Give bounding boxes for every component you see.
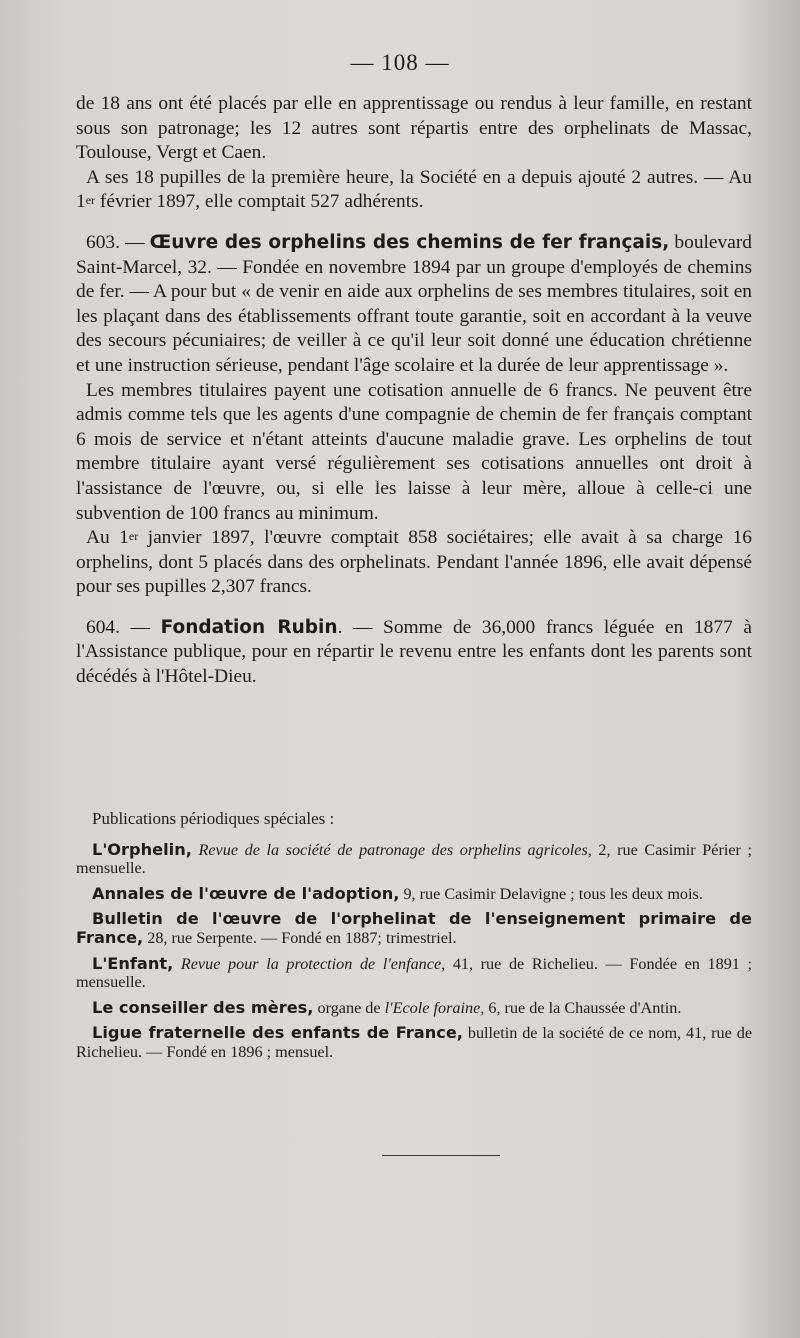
publication-title: Le conseiller des mères, <box>92 997 314 1017</box>
publication-details: bulletin de la société de ce nom, 41, rue de Richelieu. — Fondé en 1896 ; mensuel. <box>76 1024 752 1061</box>
publication-item <box>76 955 752 992</box>
publication-subtitle: l'Ecole foraine, <box>384 998 485 1017</box>
text-run: Au 1 <box>86 527 129 549</box>
paragraph-society-members <box>76 166 752 215</box>
paragraph-continuation: de 18 ans ont été placés par elle en apprentissage ou rendus à leur famille, en restant sous son patronage; les 12 autres sont répartis entre des orphelinats de Massac, Toulouse, Vergt et Caen. <box>76 93 752 164</box>
entry-title: Œuvre des orphelins des chemins de fer français, <box>149 231 670 253</box>
page-number: — 108 — <box>350 50 450 75</box>
publication-subtitle: Revue de la société de patronage des orphelins agricoles, <box>191 840 592 859</box>
publication-item <box>76 910 752 947</box>
publication-item <box>76 1024 752 1061</box>
superscript: er <box>128 529 139 544</box>
entry-text: boulevard Saint-Marcel, 32. — Fondée en novembre 1894 par un groupe d'employés de chemins de fer. — A pour but « de venir en aide aux orphelins de ses membres titulaires, soit en les plaçant dans des établissements offrant toute garantie, soit en accordant à la veuve des secours pécuniaires; de veiller à ce qu'il leur soit donné une éducation chrétienne et une instruction sérieuse, pendant l'âge scolaire et la durée de leur apprentissage ». <box>76 231 752 376</box>
publication-title: L'Orphelin, <box>92 839 192 859</box>
entry-title: Fondation Rubin <box>160 616 338 638</box>
publication-title: Annales de l'œuvre de l'adoption, <box>92 883 400 903</box>
superscript: er <box>85 193 96 208</box>
entry-text: . — Somme de 36,000 francs léguée en 1877 à l'Assistance publique, pour en répartir le revenu entre les enfants dont les parents sont décédés à l'Hôtel-Dieu. <box>76 616 753 688</box>
publication-details: 6, rue de la Chaussée d'Antin. <box>484 998 682 1017</box>
main-text <box>76 92 752 690</box>
publication-item <box>76 841 752 878</box>
text-run: A ses 18 pupilles de la première heure, la Société en a depuis ajouté 2 autres. — Au 1 <box>76 166 752 213</box>
publication-details: 9, rue Casimir Delavigne ; tous les deux mois. <box>399 884 703 903</box>
publication-details: 41, rue de Richelieu. — Fondée en 1891 ; mensuelle. <box>76 954 752 992</box>
entry-number: 603. — <box>86 231 145 253</box>
publication-subtitle: Revue pour la protection de l'enfance, <box>173 954 446 973</box>
publication-title: L'Enfant, <box>92 953 174 973</box>
publication-details: 28, rue Serpente. — Fondé en 1887; trimestriel. <box>143 928 457 947</box>
entry-603 <box>76 231 752 379</box>
publication-item <box>76 885 752 904</box>
publication-organ: organe de <box>313 998 385 1017</box>
publication-title: Ligue fraternelle des enfants de France, <box>92 1023 463 1043</box>
publications-heading: Publications périodiques spéciales : <box>92 809 335 828</box>
text-run: janvier 1897, l'œuvre comptait 858 sociétaires; elle avait à sa charge 16 orphelins, dont 5 placés dans des orphelinats. Pendant l'année 1896, elle avait dépensé pour ses pupilles 2,307 francs. <box>76 527 752 598</box>
section-divider <box>382 1155 500 1156</box>
publication-title: Bulletin de l'œuvre de l'orphelinat de l'enseignement primaire de France, <box>76 909 752 947</box>
text-run: février 1897, elle comptait 527 adhérents. <box>95 191 424 213</box>
entry-604 <box>76 616 752 690</box>
entry-603-paragraph-3 <box>76 526 752 600</box>
publication-item <box>76 999 752 1018</box>
entry-number: 604. — <box>86 616 150 638</box>
publications-section <box>76 810 752 1069</box>
publication-details: 2, rue Casimir Périer ; mensuelle. <box>76 840 753 878</box>
entry-603-paragraph-2: Les membres titulaires payent une cotisation annuelle de 6 francs. Ne peuvent être admis comme tels que les agents d'une compagnie de chemin de fer français comptant 6 mois de service et n'étant atteints d'aucune maladie grave. Les orphelins de tout membre titulaire ayant versé régulièrement ses cotisations annuelles ont droit à l'assistance de l'œuvre, ou, si elle les laisse à leur mère, alloue à celle-ci une subvention de 100 francs au minimum. <box>76 379 752 524</box>
